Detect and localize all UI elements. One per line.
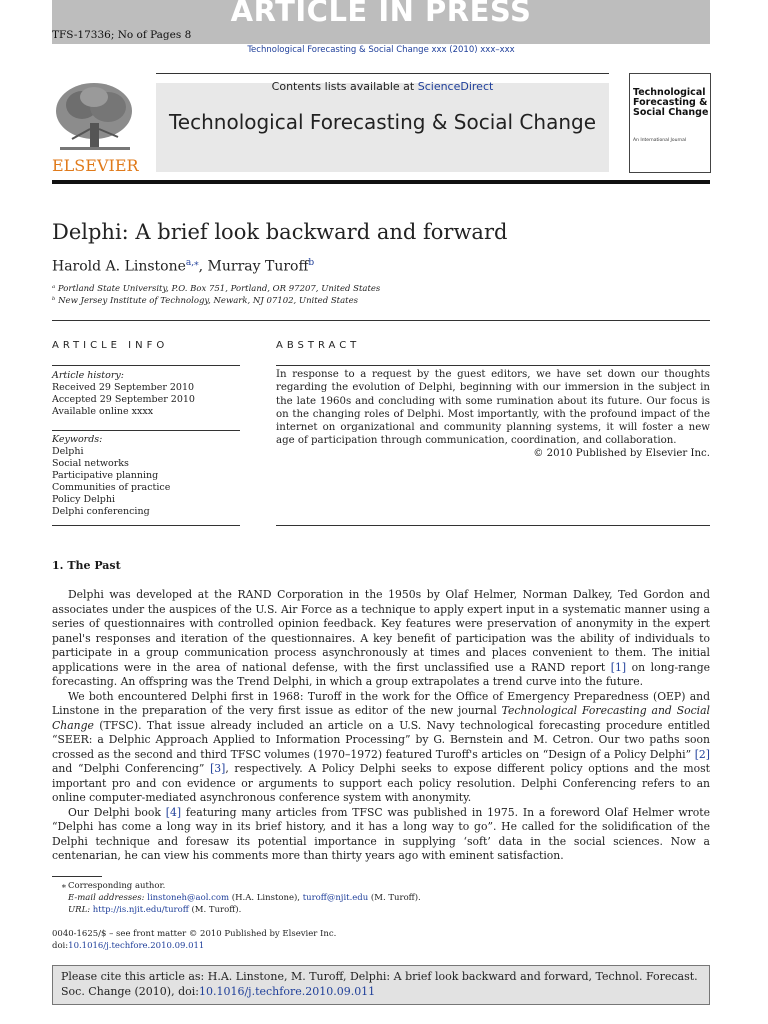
- doi-line: doi:10.1016/j.techfore.2010.09.011: [52, 941, 205, 951]
- article-history: Article history: Received 29 September 2010 Accepted 29 September 2010 Available online xxxx: [52, 370, 240, 418]
- header-rule: [52, 180, 710, 184]
- article-in-press-banner: [52, 0, 710, 44]
- info-rule-top: [52, 365, 240, 366]
- abstract-text: In response to a request by the guest editors, we have set down our thoughts regarding the evolution of Delphi, beginning with our immersion in the subject in the late 1960s and concluding with some rumination about its future. Our focus is on the changing roles of Delphi. Most importantly, with the profound impact of the internet on organizational and community planning systems, it will foster a new age of participation through communication, coordination, and collaboration.: [276, 369, 710, 447]
- affiliation-b: ᵇ New Jersey Institute of Technology, Newark, NJ 07102, United States: [52, 296, 358, 306]
- email-link[interactable]: linstoneh@aol.com: [147, 893, 230, 903]
- section-body: [52, 588, 710, 864]
- info-rule-bottom: [52, 525, 240, 526]
- elsevier-logo[interactable]: [52, 79, 138, 175]
- url-note: URL: http://is.njit.edu/turoff (M. Turoff).: [68, 905, 242, 915]
- copyright-notice: © 2010 Published by Elsevier Inc.: [533, 448, 710, 459]
- publisher-name: ELSEVIER: [52, 156, 139, 175]
- article-info-heading: ARTICLE INFO: [52, 340, 169, 351]
- citation-box: [52, 965, 710, 1005]
- author1-affiliation-marker[interactable]: a,⁎: [185, 258, 199, 268]
- keyword: Delphi: [52, 446, 84, 457]
- section-heading: 1. The Past: [52, 559, 121, 572]
- paragraph: Our Delphi book [4] featuring many articles from TFSC was published in 1975. In a foreword Olaf Helmer wrote “Delphi has come a long way in its brief history, and it has a long way to go”. He called for the solidification of the Delphi technique and foresaw its potential importance in supplying ‘soft’ data in the social sciences. Now a centenarian, he can view his comments more than thirty years ago with eminent satisfaction.: [52, 805, 710, 862]
- paragraph: Delphi was developed at the RAND Corporation in the 1950s by Olaf Helmer, Norman Dalkey, Ted Gordon and associates under the auspices of the U.S. Air Force as a technique to apply expert input in a systematic manner using a series of questionnaires with controlled opinion feedback. Key features were preservation of anonymity in the expert panel's responses and iteration of the questionnaires. A key benefit of participation was the ability of individuals to participate in a group communication process asynchronously at times and places convenient to them. The initial applications were in the area of national defense, with the first unclassified use a RAND report [1] on long-range forecasting. An offspring was the Trend Delphi, in which a group extrapolates a trend curve into the future.: [52, 588, 710, 688]
- affiliation-rule: [52, 320, 710, 321]
- paragraph: We both encountered Delphi first in 1968: Turoff in the work for the Office of Emergency Preparedness (OEP) and Linstone in the preparation of the very first issue as editor of the new journal Technological Forecasting and Social Change (TFSC). That issue already included an article on a U.S. Navy technological forecasting procedure entitled “SEER: a Delphic Approach Applied to Information Processing” by G. Bernstein and M. Cetron. Our two paths soon crossed as the second and third TFSC volumes (1970–1972) featured Turoff's articles on “Design of a Policy Delphi” [2] and “Delphi Conferencing” [3], respectively. A Policy Delphi seeks to expose different policy options and the most important pro and con evidence or arguments to support each policy resolution. Delphi Conferencing refers to an online computer-mediated asynchronous conference system with anonymity.: [52, 689, 711, 804]
- keywords-list: Keywords: Delphi Social networks Participative planning Communities of practice Policy Delphi Delphi conferencing: [52, 434, 240, 518]
- citation-doi-link[interactable]: 10.1016/j.techfore.2010.09.011: [198, 984, 376, 998]
- contents-availability: Contents lists available at ScienceDirect: [271, 80, 494, 93]
- history-received: Received 29 September 2010: [52, 382, 195, 393]
- manuscript-id: TFS-17336; No of Pages 8: [52, 29, 192, 41]
- email-note: E-mail addresses: linstoneh@aol.com (H.A. Linstone), turoff@njit.edu (M. Turoff).: [68, 893, 421, 903]
- history-accepted: Accepted 29 September 2010: [52, 394, 195, 405]
- author2-affiliation-marker[interactable]: b: [308, 258, 315, 268]
- cover-subtitle: An International Journal: [633, 138, 687, 143]
- abstract-rule-top: [276, 365, 710, 366]
- author-turoff[interactable]: , Murray Turoff: [198, 258, 309, 275]
- history-online: Available online xxxx: [52, 406, 154, 417]
- journal-citation-link[interactable]: Technological Forecasting & Social Change xxx (2010) xxx–xxx: [247, 45, 515, 55]
- reference-link[interactable]: [4]: [165, 805, 182, 819]
- author-linstone[interactable]: Harold A. Linstone: [52, 258, 186, 275]
- reference-link[interactable]: [1]: [610, 660, 627, 674]
- author-list: [52, 258, 314, 275]
- keyword: Social networks: [52, 458, 129, 469]
- keyword: Communities of practice: [52, 482, 171, 493]
- journal-title[interactable]: Technological Forecasting & Social Change: [168, 110, 596, 134]
- sciencedirect-link[interactable]: ScienceDirect: [417, 80, 494, 93]
- keyword: Policy Delphi: [52, 494, 116, 505]
- corresponding-author-note: ⁎ Corresponding author.: [61, 881, 166, 891]
- email-link[interactable]: turoff@njit.edu: [302, 893, 369, 903]
- journal-cover-thumbnail[interactable]: [629, 73, 711, 173]
- cover-title: Technological Forecasting & Social Change: [633, 87, 709, 118]
- citation-text: Please cite this article as: H.A. Linstone, M. Turoff, Delphi: A brief look backward and forward, Technol. Forecast. Soc. Change (2010), doi:10.1016/j.techfore.2010.09.011: [61, 970, 698, 998]
- press-banner-text: ARTICLE IN PRESS: [230, 0, 532, 28]
- keyword: Delphi conferencing: [52, 506, 150, 517]
- keyword: Participative planning: [52, 470, 159, 481]
- footnote-rule: [52, 876, 102, 877]
- abstract-heading: ABSTRACT: [276, 340, 361, 351]
- info-rule-mid: [52, 430, 240, 431]
- reference-link[interactable]: [2]: [694, 747, 710, 761]
- article-title: Delphi: A brief look backward and forward: [52, 220, 508, 244]
- cover-footer: [630, 166, 710, 172]
- issn-line: 0040-1625/$ – see front matter © 2010 Published by Elsevier Inc.: [52, 929, 337, 939]
- reference-link[interactable]: [3]: [210, 762, 226, 775]
- header-top-rule: [156, 73, 609, 74]
- homepage-link[interactable]: http://is.njit.edu/turoff: [92, 905, 189, 915]
- doi-link[interactable]: 10.1016/j.techfore.2010.09.011: [68, 941, 205, 951]
- abstract-rule-bottom: [276, 525, 710, 526]
- affiliation-a: ᵃ Portland State University, P.O. Box 751, Portland, OR 97207, United States: [52, 284, 381, 294]
